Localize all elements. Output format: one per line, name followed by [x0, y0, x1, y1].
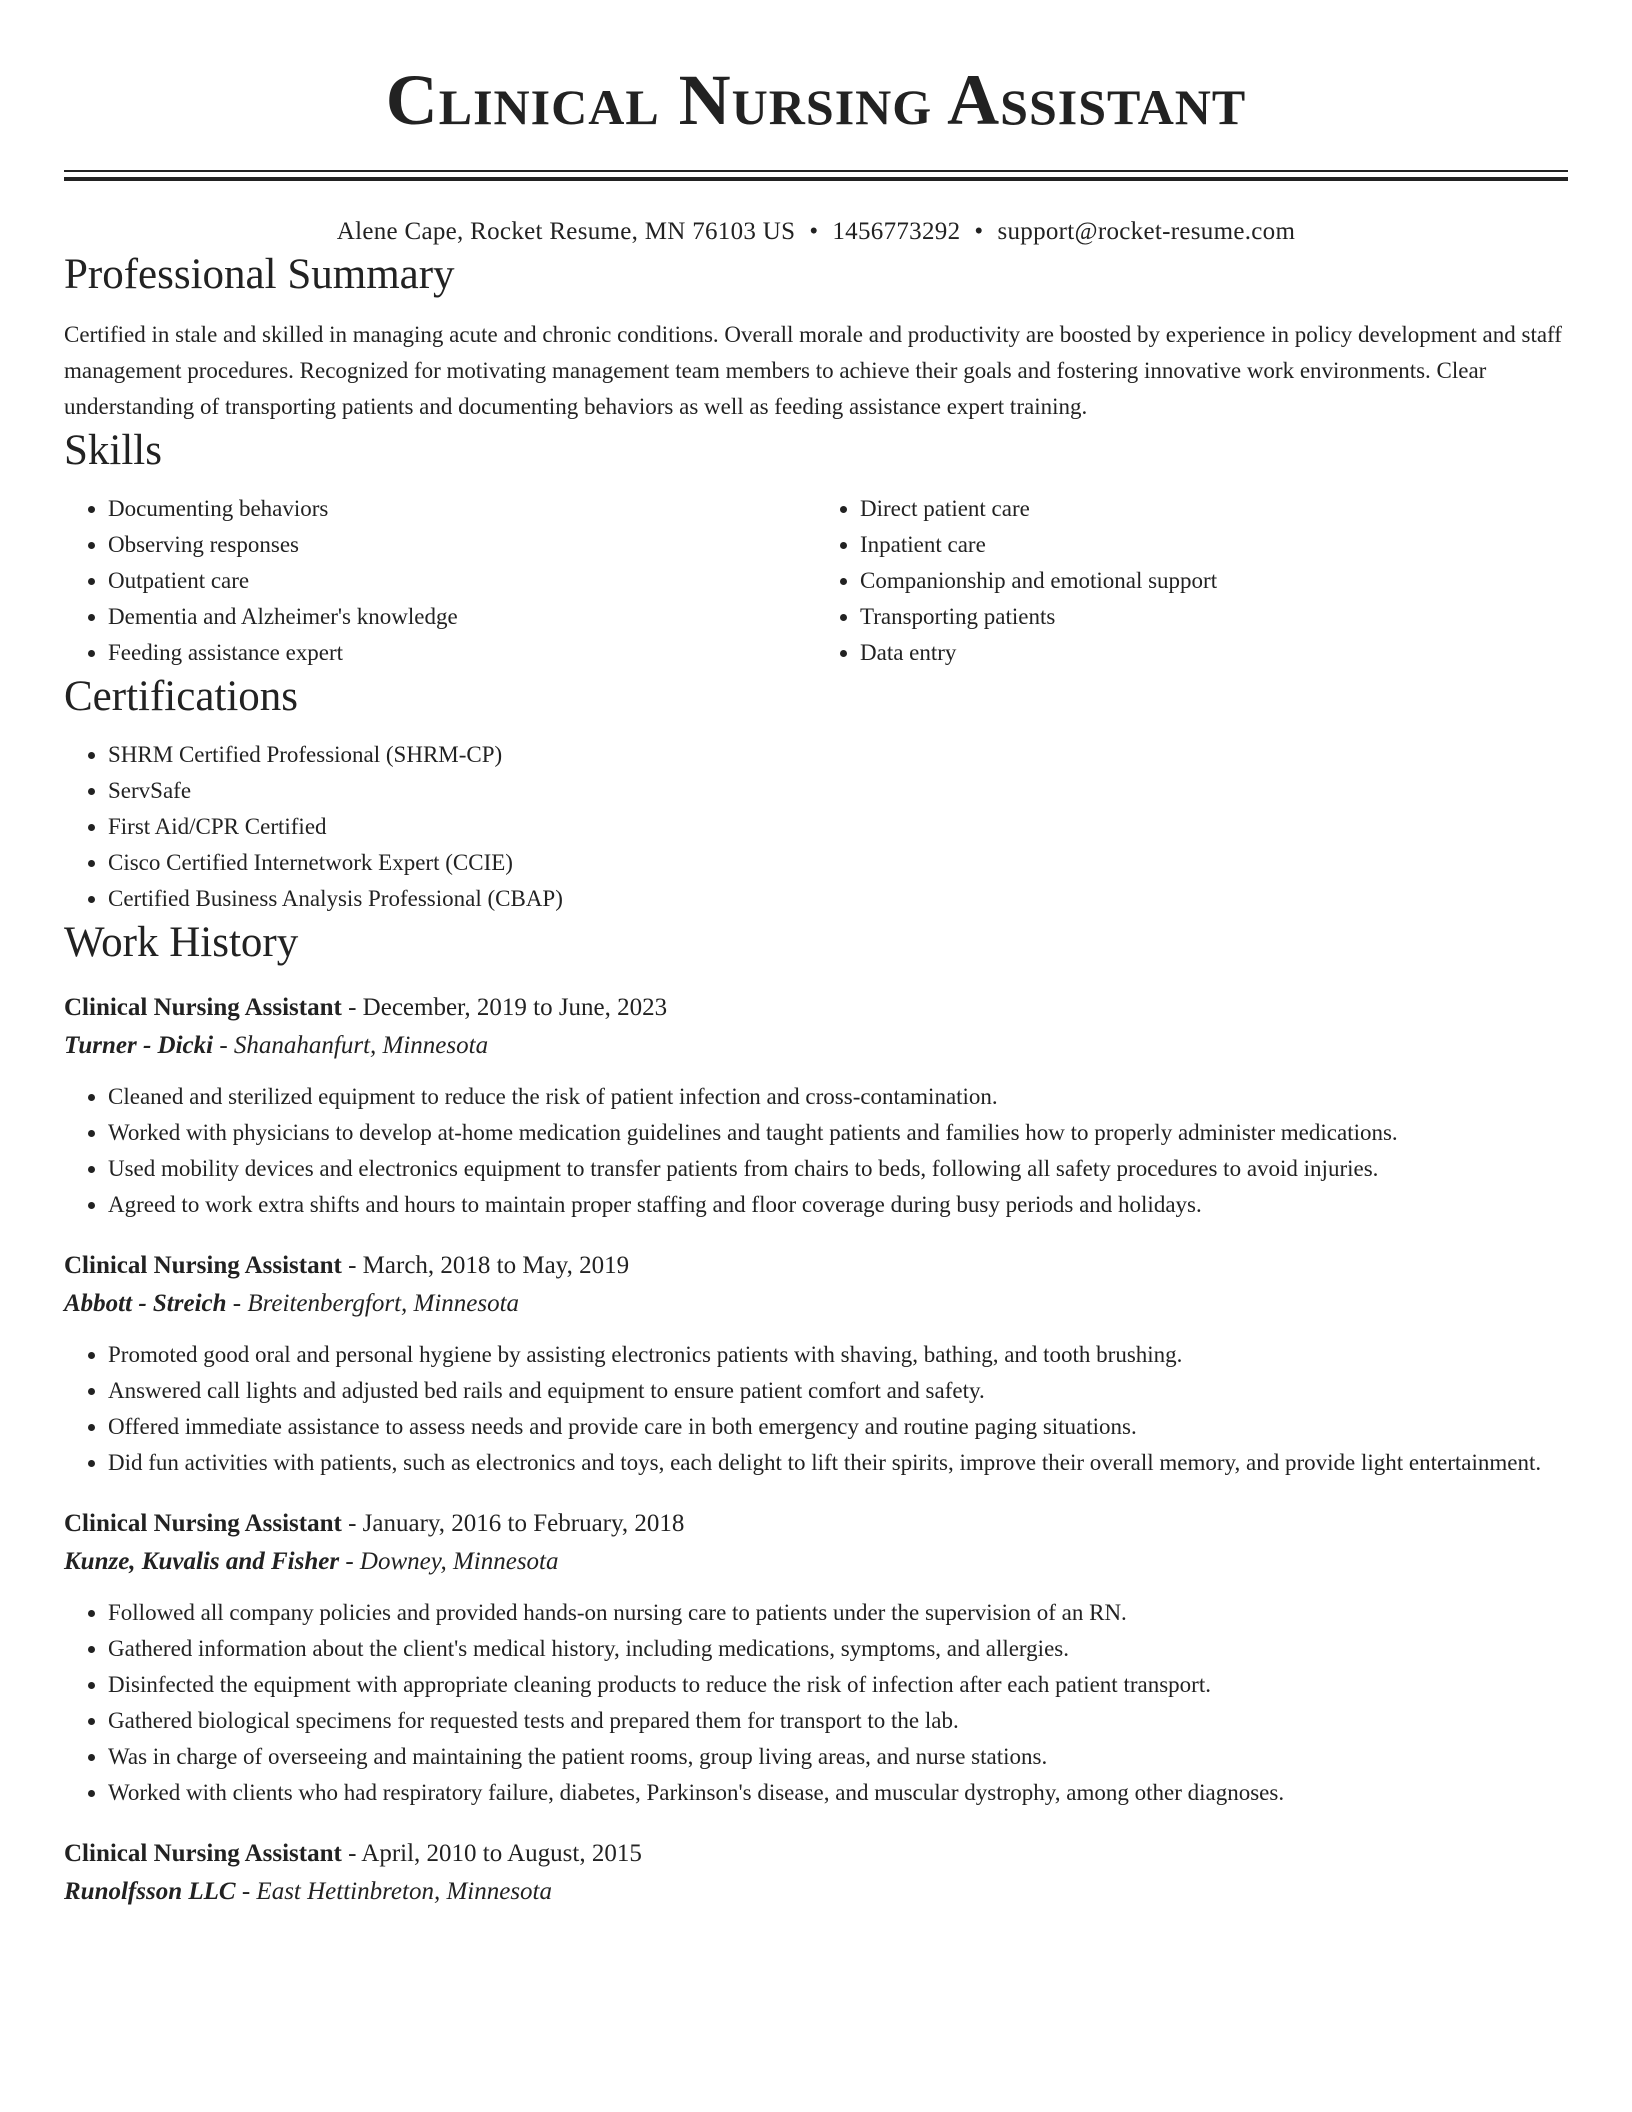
job-entry: [64, 989, 1568, 1223]
job-duty-item: • Did fun activities with patients, such as electronics and toys, each delight to lift their spirits, improve their overall memory, and provide light entertainment.: [108, 1445, 1568, 1481]
job-duty-item: • Promoted good oral and personal hygiene by assisting electronics patients with shaving, bathing, and tooth brushing.: [108, 1337, 1568, 1373]
skill-item: • Outpatient care: [108, 563, 816, 599]
job-entry: [64, 1505, 1568, 1811]
job-title: Clinical Nursing Assistant: [64, 994, 342, 1021]
contact-email[interactable]: support@rocket-resume.com: [997, 218, 1296, 245]
job-duties-list: [64, 1079, 1568, 1223]
skill-item: • Companionship and emotional support: [860, 563, 1568, 599]
summary-text: Certified in stale and skilled in managing acute and chronic conditions. Overall morale and productivity are boosted by experience in policy development and staff management procedures. Recognized for motivating management team members to achieve their goals and fostering innovative work environments. Clear understanding of transporting patients and documenting behaviors as well as feeding assistance expert training.: [64, 322, 1562, 419]
job-title: Clinical Nursing Assistant: [64, 1252, 342, 1279]
certification-item: • ServSafe: [108, 773, 1568, 809]
skills-heading: Skills: [64, 427, 162, 474]
job-location: - Breitenbergfort, Minnesota: [226, 1290, 520, 1317]
job-company-line: [64, 1285, 1568, 1323]
certification-item: • First Aid/CPR Certified: [108, 809, 1568, 845]
job-duty-item: • Cleaned and sterilized equipment to reduce the risk of patient infection and cross-contamination.: [108, 1079, 1568, 1115]
job-entry: [64, 1835, 1568, 1911]
job-duty-item: • Used mobility devices and electronics equipment to transfer patients from chairs to beds, following all safety procedures to avoid injuries.: [108, 1151, 1568, 1187]
job-location: - East Hettinbreton, Minnesota: [235, 1878, 552, 1905]
job-dates: - January, 2016 to February, 2018: [341, 1510, 685, 1537]
certification-item: • Cisco Certified Internetwork Expert (CCIE): [108, 845, 1568, 881]
contact-separator: •: [809, 218, 819, 245]
job-entry: [64, 1247, 1568, 1481]
job-title: Clinical Nursing Assistant: [64, 1510, 342, 1537]
skill-item: • Data entry: [860, 635, 1568, 671]
contact-phone: 1456773292: [832, 218, 961, 245]
job-title-line: [64, 1835, 1568, 1873]
work-history-heading: Work History: [64, 919, 299, 966]
job-title: Clinical Nursing Assistant: [64, 1840, 342, 1867]
job-duties-list: [64, 1595, 1568, 1811]
certifications-list: [64, 737, 1568, 917]
skills-left-list: [64, 491, 816, 671]
job-company-line: [64, 1873, 1568, 1911]
job-company: Abbott - Streich: [64, 1290, 227, 1317]
job-duty-item: • Answered call lights and adjusted bed rails and equipment to ensure patient comfort and safety.: [108, 1373, 1568, 1409]
job-duties-list: [64, 1337, 1568, 1481]
job-company-line: [64, 1543, 1568, 1581]
job-duty-item: • Followed all company policies and provided hands-on nursing care to patients under the supervision of an RN.: [108, 1595, 1568, 1631]
contact-separator: •: [974, 218, 984, 245]
job-duty-item: • Gathered biological specimens for requested tests and prepared them for transport to the lab.: [108, 1703, 1568, 1739]
contact-address: Alene Cape, Rocket Resume, MN 76103 US: [336, 218, 796, 245]
job-duty-item: • Worked with clients who had respiratory failure, diabetes, Parkinson's disease, and muscular dystrophy, among other diagnoses.: [108, 1775, 1568, 1811]
job-duty-item: • Agreed to work extra shifts and hours to maintain proper staffing and floor coverage during busy periods and holidays.: [108, 1187, 1568, 1223]
job-title-line: [64, 1247, 1568, 1285]
certification-item: • SHRM Certified Professional (SHRM-CP): [108, 737, 1568, 773]
skills-right-list: [816, 491, 1568, 671]
skill-item: • Inpatient care: [860, 527, 1568, 563]
job-duty-item: • Offered immediate assistance to assess needs and provide care in both emergency and routine paging situations.: [108, 1409, 1568, 1445]
skill-item: • Dementia and Alzheimer's knowledge: [108, 599, 816, 635]
skill-item: • Observing responses: [108, 527, 816, 563]
job-company: Runolfsson LLC: [64, 1878, 236, 1905]
job-company: Turner - Dicki: [64, 1032, 214, 1059]
job-company: Kunze, Kuvalis and Fisher: [64, 1548, 340, 1575]
title-double-rule: [64, 170, 1568, 181]
certification-item: • Certified Business Analysis Professional (CBAP): [108, 881, 1568, 917]
job-duty-item: • Was in charge of overseeing and maintaining the patient rooms, group living areas, and nurse stations.: [108, 1739, 1568, 1775]
contact-line: [64, 215, 1568, 249]
resume-title: Clinical Nursing Assistant: [385, 60, 1247, 140]
job-location: - Downey, Minnesota: [339, 1548, 559, 1575]
skills-columns: [64, 491, 1568, 671]
skill-item: • Documenting behaviors: [108, 491, 816, 527]
job-company-line: [64, 1027, 1568, 1065]
skill-item: • Direct patient care: [860, 491, 1568, 527]
resume-page: [64, 0, 1568, 1911]
job-location: - Shanahanfurt, Minnesota: [213, 1032, 489, 1059]
job-title-line: [64, 1505, 1568, 1543]
job-title-line: [64, 989, 1568, 1027]
job-duty-item: • Disinfected the equipment with appropriate cleaning products to reduce the risk of infection after each patient transport.: [108, 1667, 1568, 1703]
job-dates: - December, 2019 to June, 2023: [341, 994, 668, 1021]
job-dates: - April, 2010 to August, 2015: [341, 1840, 642, 1867]
job-dates: - March, 2018 to May, 2019: [341, 1252, 630, 1279]
certifications-heading: Certifications: [64, 673, 299, 720]
skill-item: • Transporting patients: [860, 599, 1568, 635]
job-duty-item: • Gathered information about the client's medical history, including medications, symptoms, and allergies.: [108, 1631, 1568, 1667]
summary-heading: Professional Summary: [64, 251, 455, 298]
job-duty-item: • Worked with physicians to develop at-home medication guidelines and taught patients and families how to properly administer medications.: [108, 1115, 1568, 1151]
skill-item: • Feeding assistance expert: [108, 635, 816, 671]
